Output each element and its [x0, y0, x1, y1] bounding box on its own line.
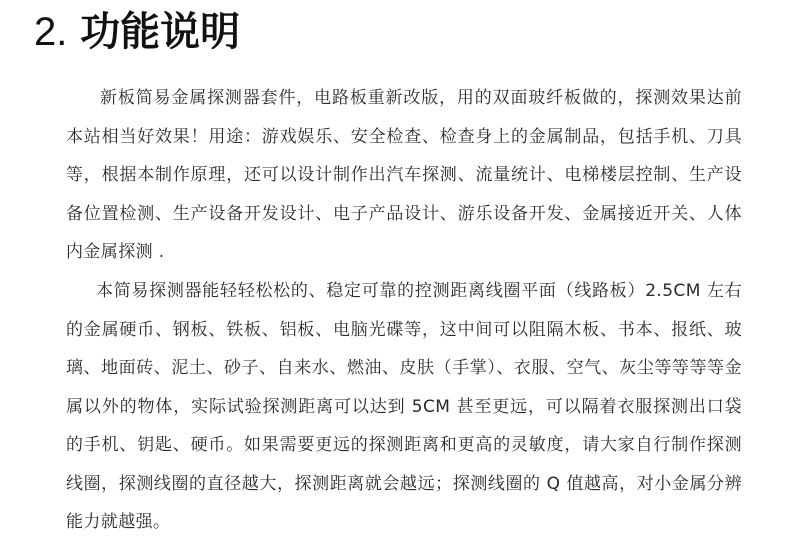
section-heading — [34, 6, 240, 58]
section-title: 功能说明 — [80, 9, 241, 55]
paragraph-detection-range: 本简易探测器能轻轻松松的、稳定可靠的控测距离线圈平面（线路板）2.5CM 左右的金属硬币、钢板、铁板、铝板、电脑光碟等，这中间可以阻隔木板、书本、报纸、玻璃、地面砖、泥土、砂子、自来水、燃油、皮肤（手掌）、衣服、空气、灰尘等等等等金属以外的物体，实际试验探测距离可以达到 5CM 甚至更远，可以隔着衣服探测出口袋的手机、钥匙、硬币。如果需要更远的探测距离和更高的灵敏度，请大家自行制作探测线圈，探测线圈的直径越大，探测距离就会越远；探测线圈的 Q 值越高，对小金属分辨能力就越强。 — [66, 281, 742, 532]
paragraph-usage: 新板简易金属探测器套件，电路板重新改版，用的双面玻纤板做的，探测效果达前本站相当好效果！用途：游戏娱乐、安全检查、检查身上的金属制品，包括手机、刀具等，根据本制作原理，还可以设计制作出汽车探测、流量统计、电梯楼层控制、生产设备位置检测、生产设备开发设计、电子产品设计、游乐设备开发、金属接近开关、人体内金属探测 . — [66, 88, 742, 262]
section-number: 2. — [34, 10, 68, 54]
